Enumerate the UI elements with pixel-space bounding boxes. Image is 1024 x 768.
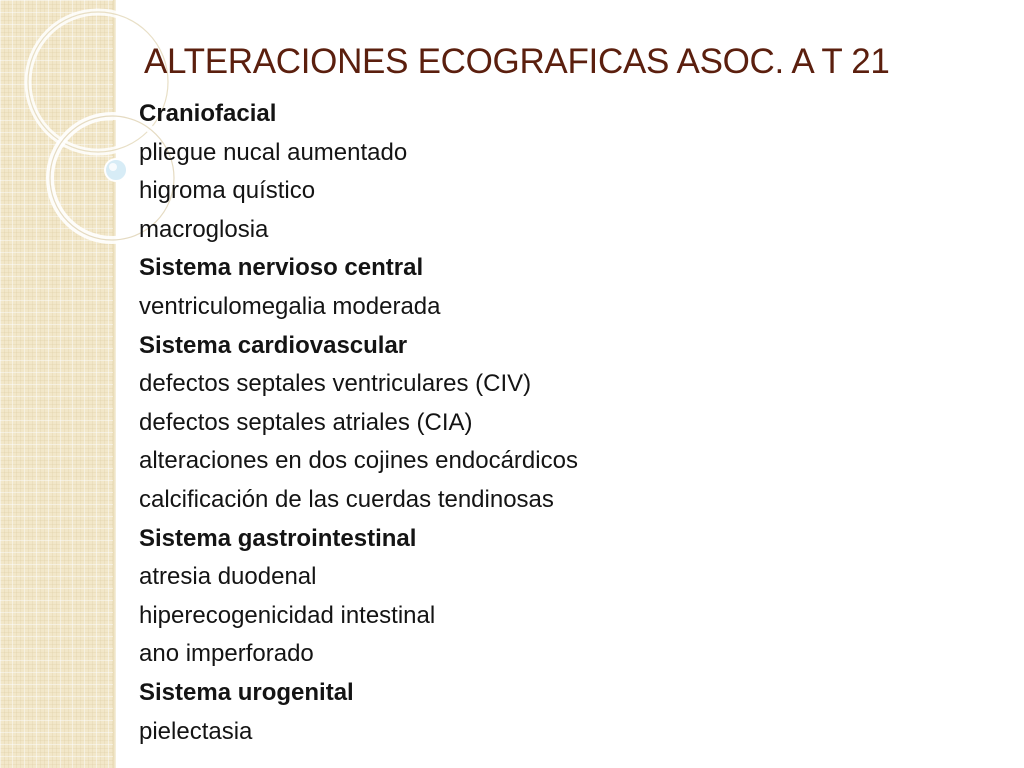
list-item: defectos septales atriales (CIA) <box>139 408 473 436</box>
list-item: pielectasia <box>139 717 253 745</box>
list-item: hiperecogenicidad intestinal <box>139 601 436 629</box>
content-list <box>139 95 999 751</box>
section-heading: Sistema cardiovascular <box>139 331 408 359</box>
list-item: atresia duodenal <box>139 563 317 591</box>
section-heading: Sistema urogenital <box>139 678 354 706</box>
bullet-dot-icon <box>105 159 127 181</box>
list-item: calcificación de las cuerdas tendinosas <box>139 485 554 513</box>
list-item: alteraciones en dos cojines endocárdicos <box>139 447 578 475</box>
section-heading: Sistema nervioso central <box>139 254 424 282</box>
list-item: macroglosia <box>139 215 269 243</box>
list-item: ventriculomegalia moderada <box>139 292 441 320</box>
list-item: higroma quístico <box>139 177 316 205</box>
list-item: pliegue nucal aumentado <box>139 138 408 166</box>
section-heading: Sistema gastrointestinal <box>139 524 417 552</box>
list-item: ano imperforado <box>139 640 314 668</box>
section-heading: Craniofacial <box>139 100 277 127</box>
list-item: defectos septales ventriculares (CIV) <box>139 370 532 398</box>
slide-title: ALTERACIONES ECOGRAFICAS ASOC. A T 21 <box>144 42 890 81</box>
